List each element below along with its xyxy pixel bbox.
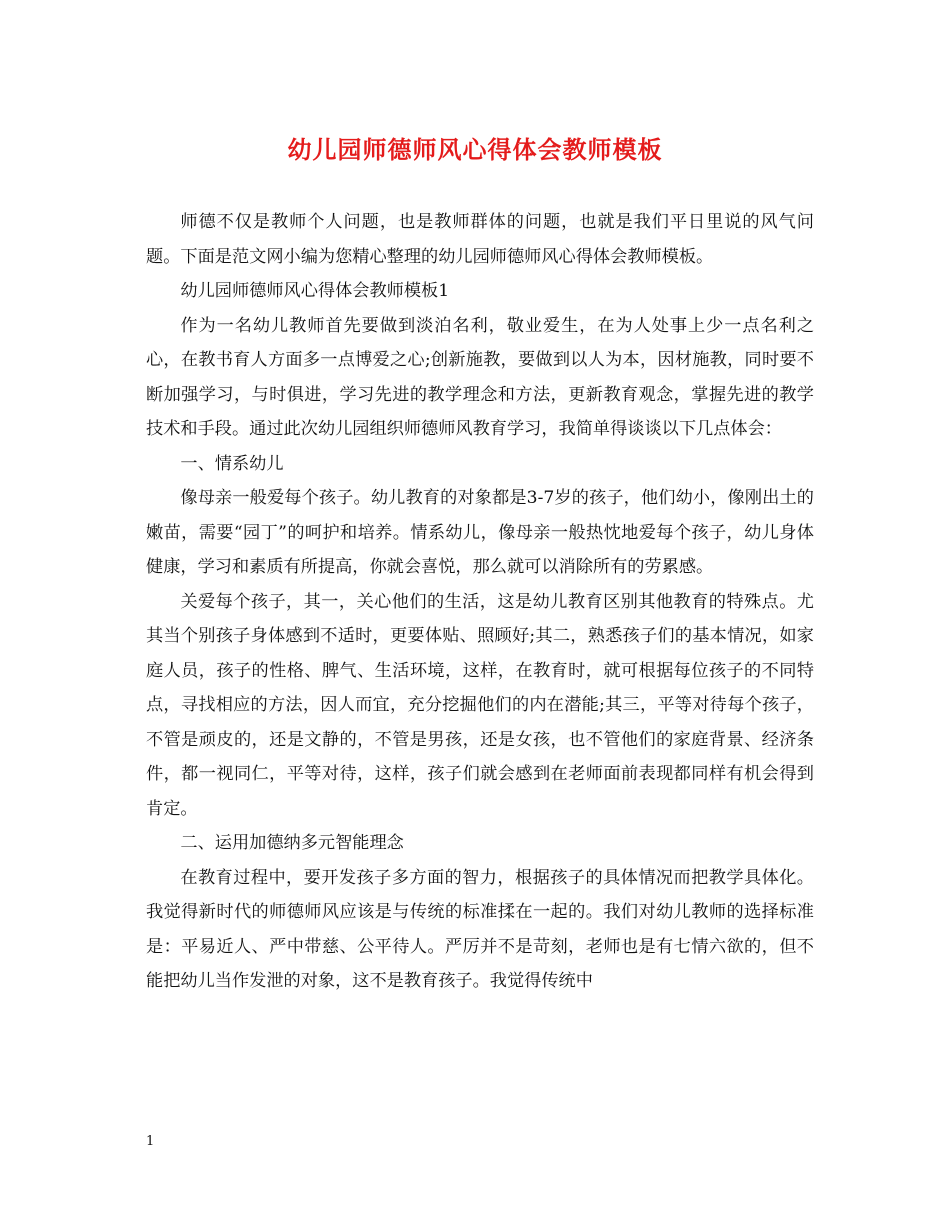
section-heading-multiple-intelligences: 二、运用加德纳多元智能理念 — [180, 833, 404, 853]
paragraph-education-process: 在教育过程中，要开发孩子多方面的智力，根据孩子的具体情况而把教学具体化。我觉得新时代的师德师风应该是与传统的标准揉在一起的。我们对幼儿教师的选择标准是：平易近人、严中带慈、公平待人。严厉并不是苛刻，老师也是有七情六欲的，但不能把幼儿当作发泄的对象，这不是教育孩子。我觉得传统中 — [146, 867, 814, 991]
document-body — [146, 205, 814, 999]
paragraph-intro: 师德不仅是教师个人问题，也是教师群体的问题，也就是我们平日里说的风气问题。下面是范文网小编为您精心整理的幼儿园师德师风心得体会教师模板。 — [146, 212, 814, 267]
paragraph-care-each-child: 关爱每个孩子，其一，关心他们的生活，这是幼儿教育区别其他教育的特殊点。尤其当个别孩子身体感到不适时，更要体贴、照顾好;其二，熟悉孩子们的基本情况，如家庭人员，孩子的性格、脾气、生活环境，这样，在教育时，就可根据每位孩子的不同特点，寻找相应的方法，因人而宜，充分挖掘他们的内在潜能;其三，平等对待每个孩子，不管是顽皮的，还是文静的，不管是男孩，还是女孩，也不管他们的家庭背景、经济条件，都一视同仁，平等对待，这样，孩子们就会感到在老师面前表现都同样有机会得到肯定。 — [146, 591, 814, 819]
document-title: 幼儿园师德师风心得体会教师模板 — [287, 135, 663, 164]
paragraph-teacher-duty: 作为一名幼儿教师首先要做到淡泊名利，敬业爱生，在为人处事上少一点名利之心，在教书育人方面多一点博爱之心;创新施教，要做到以人为本，因材施教，同时要不断加强学习，与时俱进，学习先进的教学理念和方法，更新教育观念，掌握先进的教学技术和手段。通过此次幼儿园组织师德师风教育学习，我简单得谈谈以下几点体会： — [146, 315, 814, 439]
paragraph-love-like-mother: 像母亲一般爱每个孩子。幼儿教育的对象都是3-7岁的孩子，他们幼小，像刚出土的嫩苗，需要“园丁”的呵护和培养。情系幼儿，像母亲一般热忱地爱每个孩子，幼儿身体健康，学习和素质有所提高，你就会喜悦，那么就可以消除所有的劳累感。 — [146, 488, 814, 577]
section-heading-love-children: 一、情系幼儿 — [180, 453, 284, 474]
page-number: 1 — [146, 1134, 155, 1149]
section-heading-template-1: 幼儿园师德师风心得体会教师模板1 — [180, 281, 450, 301]
